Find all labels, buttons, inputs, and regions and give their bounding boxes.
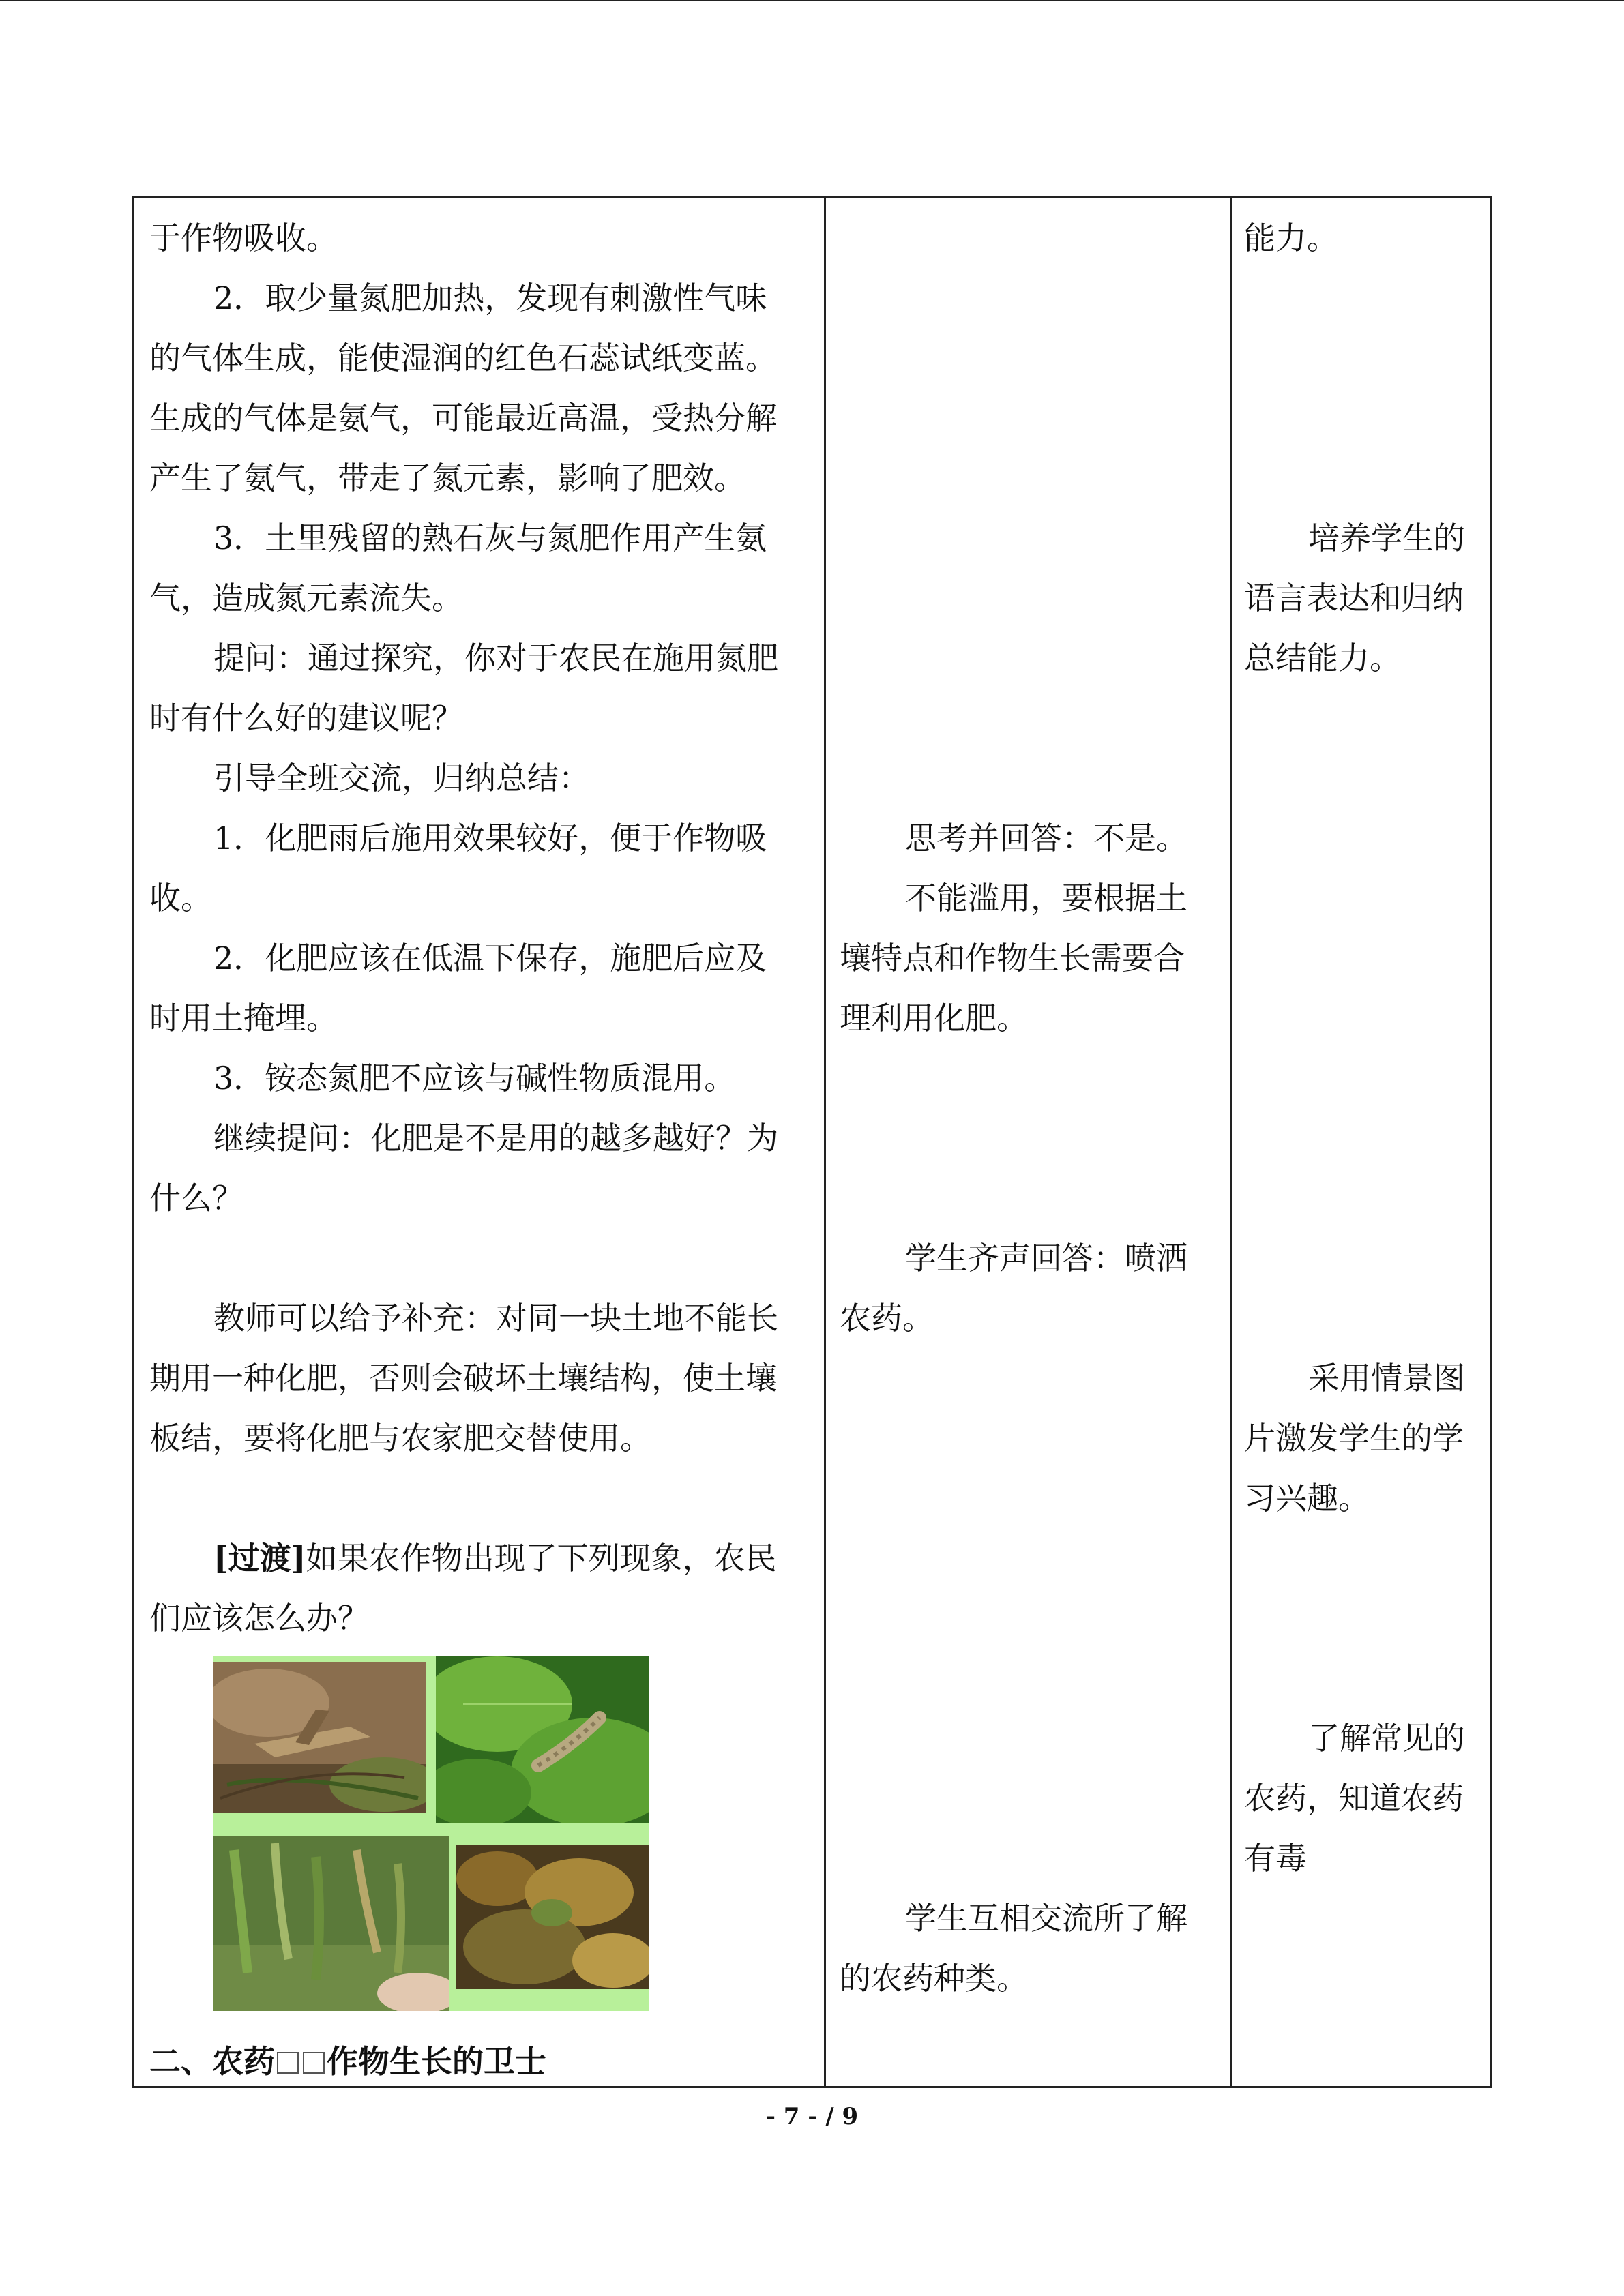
paragraph-line: 引导全班交流，归纳总结： — [213, 760, 590, 796]
paragraph-line: 采用情景图 — [1308, 1360, 1465, 1397]
paragraph-line: 收。 — [149, 880, 212, 916]
paragraph-line: 有毒 — [1244, 1840, 1307, 1877]
paragraph-line: 期用一种化肥，否则会破坏土壤结构，使土壤 — [149, 1360, 777, 1397]
paragraph-line: 时用土掩埋。 — [149, 1000, 338, 1037]
paragraph-line: 壤特点和作物生长需要合 — [840, 940, 1185, 976]
paragraph-line: 板结，要将化肥与农家肥交替使用。 — [149, 1420, 651, 1457]
page-number: - 7 - / 9 — [765, 2103, 859, 2130]
paragraph-line: 的气体生成，能使湿润的红色石蕊试纸变蓝。 — [149, 340, 777, 376]
caterpillar-leaf-photo-icon — [436, 1656, 649, 1823]
section-heading — [149, 2041, 546, 2082]
paragraph-line: 学生互相交流所了解 — [905, 1900, 1187, 1937]
paragraph-line: 气，造成氮元素流失。 — [149, 580, 463, 616]
paragraph-line: 总结能力。 — [1244, 640, 1401, 676]
transition-text: 如果农作物出现了下列现象，农民 — [306, 1540, 777, 1577]
paragraph-line: 1．化肥雨后施用效果较好，便于作物吸 — [213, 820, 767, 856]
paragraph-line: 理利用化肥。 — [840, 1000, 1028, 1037]
column-divider — [824, 198, 826, 2086]
paragraph-line: 2．取少量氮肥加热，发现有刺激性气味 — [213, 280, 767, 316]
paragraph-line: 们应该怎么办？ — [149, 1600, 369, 1637]
diseased-pepper-plants-photo-icon — [213, 1836, 449, 2011]
paragraph-line: 生成的气体是氨气，可能最近高温，受热分解 — [149, 400, 777, 436]
paragraph-line: 继续提问：化肥是不是用的越多越好？为 — [213, 1120, 778, 1157]
withered-leaves-photo-icon — [456, 1845, 649, 1989]
paragraph-line: 能力。 — [1244, 220, 1338, 256]
section-heading-suffix: 作物生长的卫士 — [327, 2043, 546, 2080]
paragraph-line: 了解常见的 — [1308, 1720, 1465, 1757]
paragraph-line: 的农药种类。 — [840, 1960, 1028, 1997]
paragraph-line: 3．土里残留的熟石灰与氮肥作用产生氨 — [213, 520, 767, 556]
paragraph-line: 片激发学生的学 — [1244, 1420, 1464, 1457]
paragraph-line: 培养学生的 — [1308, 520, 1465, 556]
paragraph-line: 时有什么好的建议呢？ — [149, 700, 463, 736]
paragraph-line: 什么？ — [149, 1180, 243, 1217]
paragraph-line: 于作物吸收。 — [149, 220, 338, 256]
missing-glyph-icon — [303, 2052, 325, 2074]
column-divider — [1230, 198, 1232, 2086]
paragraph-line: 农药，知道农药 — [1244, 1780, 1464, 1817]
section-heading-prefix: 二、农药 — [149, 2043, 275, 2080]
paragraph-line: 教师可以给予补充：对同一块土地不能长 — [213, 1300, 778, 1337]
paragraph-line: 产生了氨气，带走了氮元素，影响了肥效。 — [149, 460, 745, 496]
paragraph-line: 习兴趣。 — [1244, 1480, 1370, 1517]
paragraph-line: 不能滥用，要根据土 — [905, 880, 1187, 916]
crop-problem-photos — [213, 1656, 649, 2011]
transition-line — [213, 1538, 777, 1579]
paragraph-line: 农药。 — [840, 1300, 934, 1337]
lesson-table — [132, 196, 1492, 2088]
paragraph-line: 学生齐声回答：喷洒 — [905, 1240, 1187, 1277]
paragraph-line: 思考并回答：不是。 — [905, 820, 1187, 856]
transition-tag: [过渡] — [213, 1540, 306, 1577]
paragraph-line: 语言表达和归纳 — [1244, 580, 1464, 616]
missing-glyph-icon — [277, 2052, 299, 2074]
grasshopper-photo-icon — [213, 1662, 426, 1813]
paragraph-line: 提问：通过探究，你对于农民在施用氮肥 — [213, 640, 778, 676]
paragraph-line: 2．化肥应该在低温下保存，施肥后应及 — [213, 940, 767, 976]
paragraph-line: 3．铵态氮肥不应该与碱性物质混用。 — [213, 1060, 736, 1097]
